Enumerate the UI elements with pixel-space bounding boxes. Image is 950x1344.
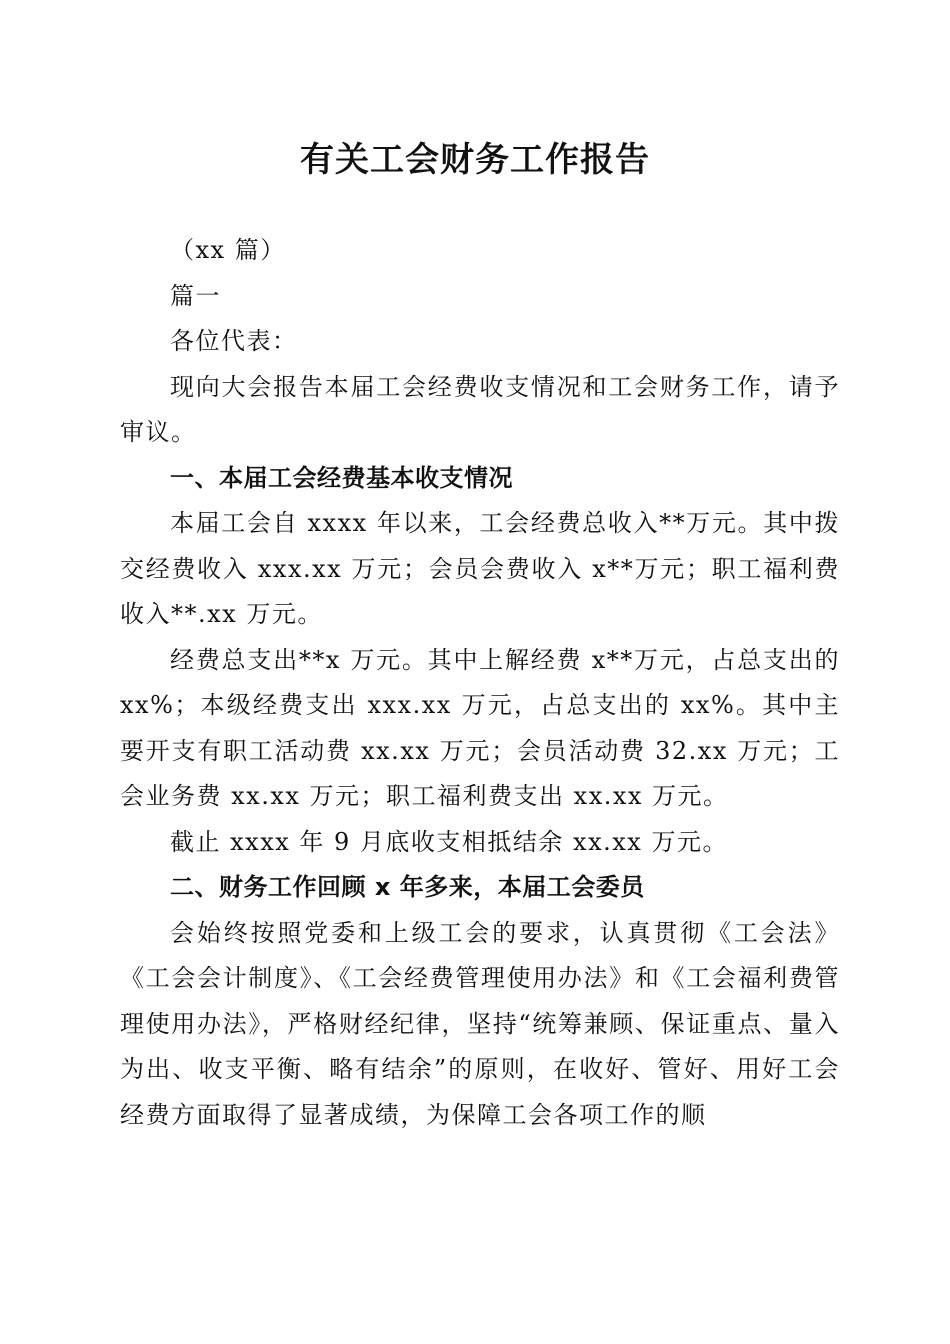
paragraph-count-note: （xx 篇） <box>170 236 286 264</box>
paragraph-intro: 现向大会报告本届工会经费收支情况和工会财务工作，请予审议。 <box>120 372 840 446</box>
section-heading-1: 一、本届工会经费基本收支情况 <box>170 463 513 492</box>
paragraph-part-one: 篇一 <box>170 281 221 310</box>
paragraph-expenditure: 经费总支出**x 万元。其中上解经费 x**万元，占总支出的 xx%；本级经费支出 xxx.xx 万元，占总支出的 xx%。其中主要开支有职工活动费 xx.xx 万元；会员活动费 32.xx 万元；工会业务费 xx.xx 万元；职工福利费支出 xx.xx 万元。 <box>120 645 840 810</box>
paragraph-review: 会始终按照党委和上级工会的要求，认真贯彻《工会法》《工会会计制度》、《工会经费管理使用办法》和《工会福利费管理使用办法》，严格财经纪律，坚持“统筹兼顾、保证重点、量入为出、收支平衡、略有结余”的原则，在收好、管好、用好工会经费方面取得了显著成绩，为保障工会各项工作的顺 <box>120 918 840 1129</box>
document-title: 有关工会财务工作报告 <box>300 140 650 180</box>
section-heading-2: 二、财务工作回顾 x 年多来，本届工会委员 <box>170 873 645 901</box>
paragraph-income: 本届工会自 xxxx 年以来，工会经费总收入**万元。其中拨交经费收入 xxx.xx 万元；会员会费收入 x**万元；职工福利费收入**.xx 万元。 <box>120 509 840 628</box>
document-body <box>120 228 840 1138</box>
paragraph-balance: 截止 xxxx 年 9 月底收支相抵结余 xx.xx 万元。 <box>170 827 728 856</box>
paragraph-salutation: 各位代表： <box>170 327 298 355</box>
